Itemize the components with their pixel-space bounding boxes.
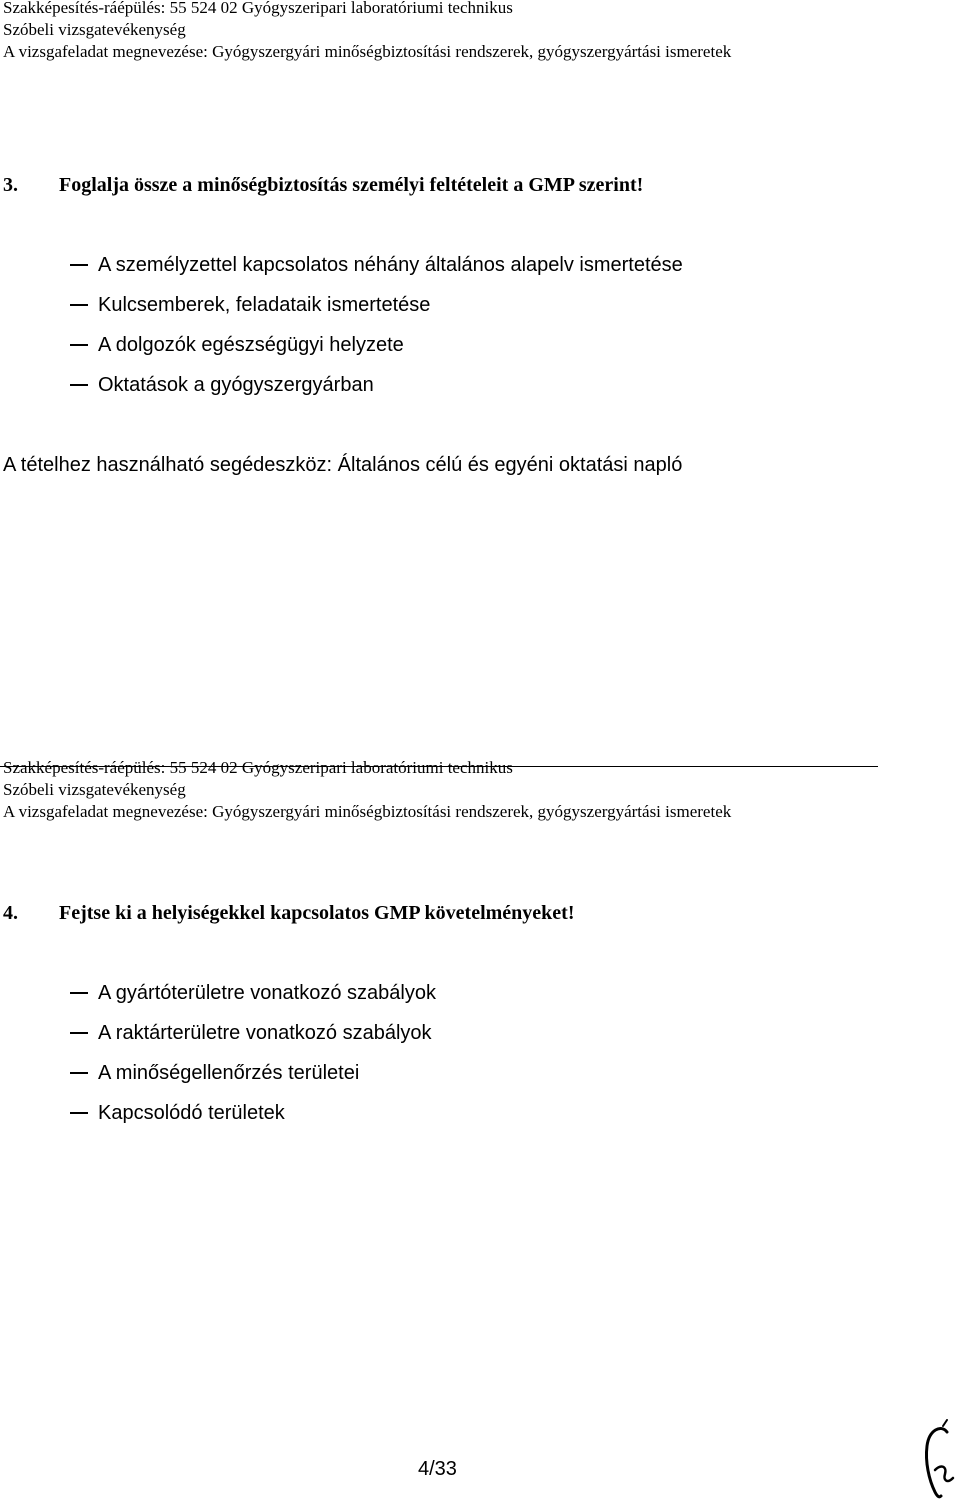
list-item: A dolgozók egészségügyi helyzete [70,332,683,372]
list-item: Kulcsemberek, feladataik ismertetése [70,292,683,332]
dash-bullet-icon [70,1112,88,1114]
question-3-title [3,172,643,198]
list-item: Kapcsolódó területek [70,1100,436,1140]
dash-bullet-icon [70,384,88,386]
header-activity: Szóbeli vizsgatevékenység [3,780,186,799]
question-number: 4. [3,902,18,924]
signature-icon [917,1418,959,1500]
header-task-name: A vizsgafeladat megnevezése: Gyógyszergyári minőségbiztosítási rendszerek, gyógyszergyártási ismeretek [3,42,732,61]
question-number: 3. [3,174,18,196]
page-header-second [3,757,731,823]
question-text: Foglalja össze a minőségbiztosítás személyi feltételeit a GMP szerint! [59,174,644,196]
question-3-aid: A tételhez használható segédeszköz: Általános célú és egyéni oktatási napló [3,454,683,476]
list-item: A raktárterületre vonatkozó szabályok [70,1020,436,1060]
list-item: A gyártóterületre vonatkozó szabályok [70,980,436,1020]
dash-bullet-icon [70,344,88,346]
dash-bullet-icon [70,304,88,306]
header-activity: Szóbeli vizsgatevékenység [3,20,186,39]
page-number: 4/33 [418,1458,457,1480]
question-4-list [70,980,436,1140]
header-qualification: Szakképesítés-ráépülés: 55 524 02 Gyógyszeripari laboratóriumi technikus [3,0,513,17]
dash-bullet-icon [70,1072,88,1074]
page-header-top [3,0,731,63]
question-3-list [70,252,683,412]
question-text: Fejtse ki a helyiségekkel kapcsolatos GMP követelményeket! [59,902,575,924]
list-item: Oktatások a gyógyszergyárban [70,372,683,412]
dash-bullet-icon [70,992,88,994]
list-item: A minőségellenőrzés területei [70,1060,436,1100]
list-item: A személyzettel kapcsolatos néhány általános alapelv ismertetése [70,252,683,292]
header-task-name: A vizsgafeladat megnevezése: Gyógyszergyári minőségbiztosítási rendszerek, gyógyszergyártási ismeretek [3,802,732,821]
dash-bullet-icon [70,1032,88,1034]
question-4-title [3,900,575,926]
dash-bullet-icon [70,264,88,266]
header-qualification: Szakképesítés-ráépülés: 55 524 02 Gyógyszeripari laboratóriumi technikus [3,758,513,777]
